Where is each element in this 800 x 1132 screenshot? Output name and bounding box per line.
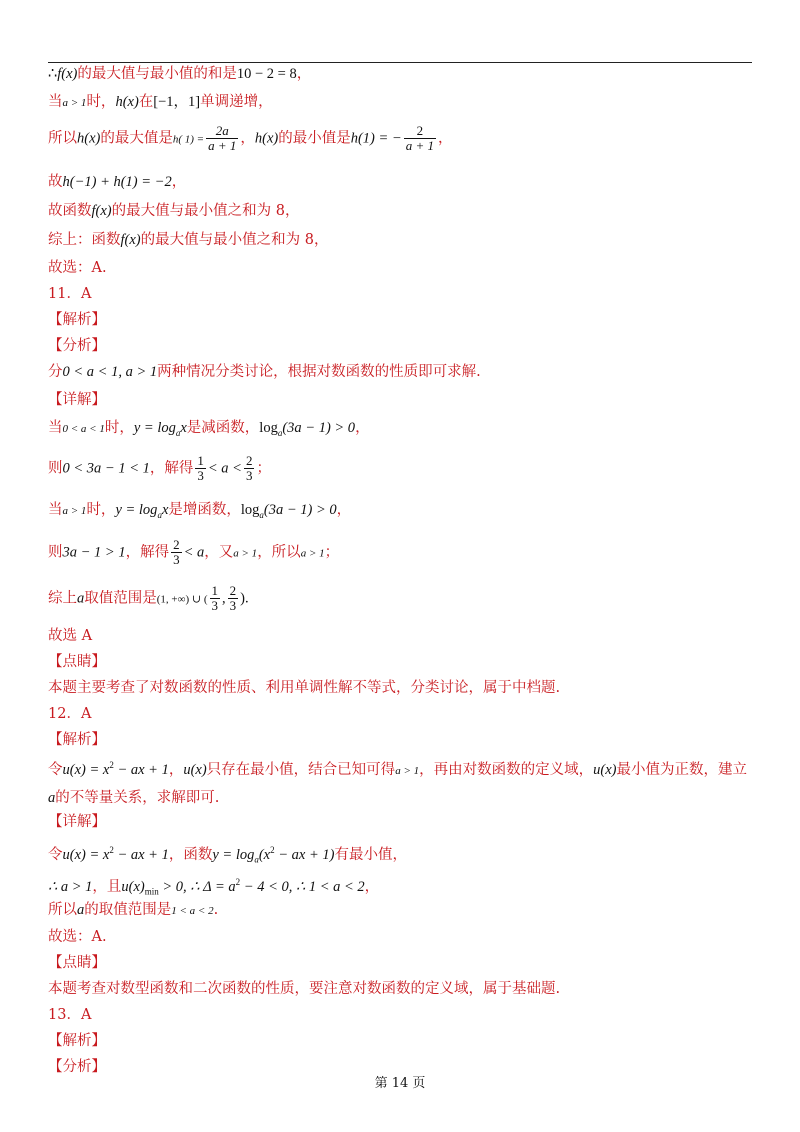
fraction: $\frac{2}{a + 1}$ (405, 123, 434, 153)
fraction: $\frac{1}{3}$ (211, 583, 219, 613)
line-9: 【解析】 (48, 312, 106, 328)
line-8: 11．A (48, 286, 92, 302)
line-18: 故选 A (48, 628, 93, 644)
line-25: 令$u(x) = x^2$ − ax + 1，函数$y = \log_a(x^2$ − ax + 1)有最小值， (48, 845, 407, 865)
line-14: 则0 < 3a − 1 < 1，解得 $\frac{1}{3}$ < a < $\frac{2}{3}$ ； (48, 453, 271, 483)
page-number: 第 14 页 (374, 1076, 426, 1091)
line-15: 当a > 1时，$y = \log_ax$是增函数，$\log_a(3a - 1) > 0$， (48, 502, 352, 520)
line-33: 【分析】 (48, 1059, 106, 1075)
line-7: 故选：A. (48, 260, 107, 276)
line-20: 本题主要考查了对数函数的性质、利用单调性解不等式，分类讨论，属于中档题. (48, 680, 561, 696)
line-6: 综上：函数f(x)的最大值与最小值之和为 8， (48, 232, 329, 248)
line-12: 【详解】 (48, 392, 106, 408)
line-1: ∴f(x)的最大值与最小值的和是10 − 2 = 8， (48, 66, 312, 82)
line-23: 令$u(x) = x^2$ − ax + 1，u(x)只存在最小值，结合已知可得a > 1，再由对数函数的定义域，u(x)最小值为正数，建立a的不等量关系，求解即可. (48, 760, 747, 806)
line-10: 【分析】 (48, 338, 106, 354)
fraction: $\frac{2}{3}$ (173, 537, 180, 567)
line-13: 当0 < a < 1时，$y = \log_ax$是减函数，$\log_a(3a - 1) > 0$， (48, 420, 370, 438)
fraction: $\frac{2a}{a + 1}$ (208, 123, 237, 153)
line-16: 则3a − 1 > 1，解得 $\frac{2}{3}$ < a，又a > 1，所以a > 1； (48, 537, 340, 567)
line-17: 综上a取值范围是(1, +∞) ∪ ( $\frac{1}{3}$ , $\frac{2}{3}$ ). (48, 583, 249, 613)
line-11: 分0 < a < 1, a > 1两种情况分类讨论，根据对数函数的性质即可求解. (48, 364, 481, 380)
line-29: 【点睛】 (48, 955, 106, 971)
fraction: $\frac{2}{3}$ (245, 453, 253, 483)
fraction: $\frac{2}{3}$ (229, 583, 237, 613)
line-22: 【解析】 (48, 732, 106, 748)
line-28: 故选：A. (48, 929, 107, 945)
line-26: ∴ a > 1，且$u(x)_{min} > 0$, ∴ $\Delta = a^2 - 4 < 0$, ∴ 1 < a < 2， (48, 877, 380, 897)
line-5: 故函数f(x)的最大值与最小值之和为 8， (48, 203, 300, 219)
line-2: 当a > 1时，h(x)在[−1，1]单调递增， (48, 94, 273, 110)
line-21: 12．A (48, 706, 92, 722)
header-rule (48, 62, 752, 63)
line-4: 故h(−1) + h(1) = −2， (48, 174, 187, 190)
line-30: 本题考查对数型函数和二次函数的性质，要注意对数函数的定义域，属于基础题. (48, 981, 561, 997)
line-24: 【详解】 (48, 814, 106, 830)
line-31: 13．A (48, 1007, 92, 1023)
fraction: $\frac{1}{3}$ (197, 453, 204, 483)
line-27: 所以a的取值范围是1 < a < 2. (48, 902, 219, 918)
line-19: 【点睛】 (48, 654, 106, 670)
line-32: 【解析】 (48, 1033, 106, 1049)
line-3: 所以h(x)的最大值是h( 1) = $\frac{2a}{a + 1}$ ，h(x)的最小值是h(1) = − $\frac{2}{a + 1}$ ， (48, 123, 453, 153)
